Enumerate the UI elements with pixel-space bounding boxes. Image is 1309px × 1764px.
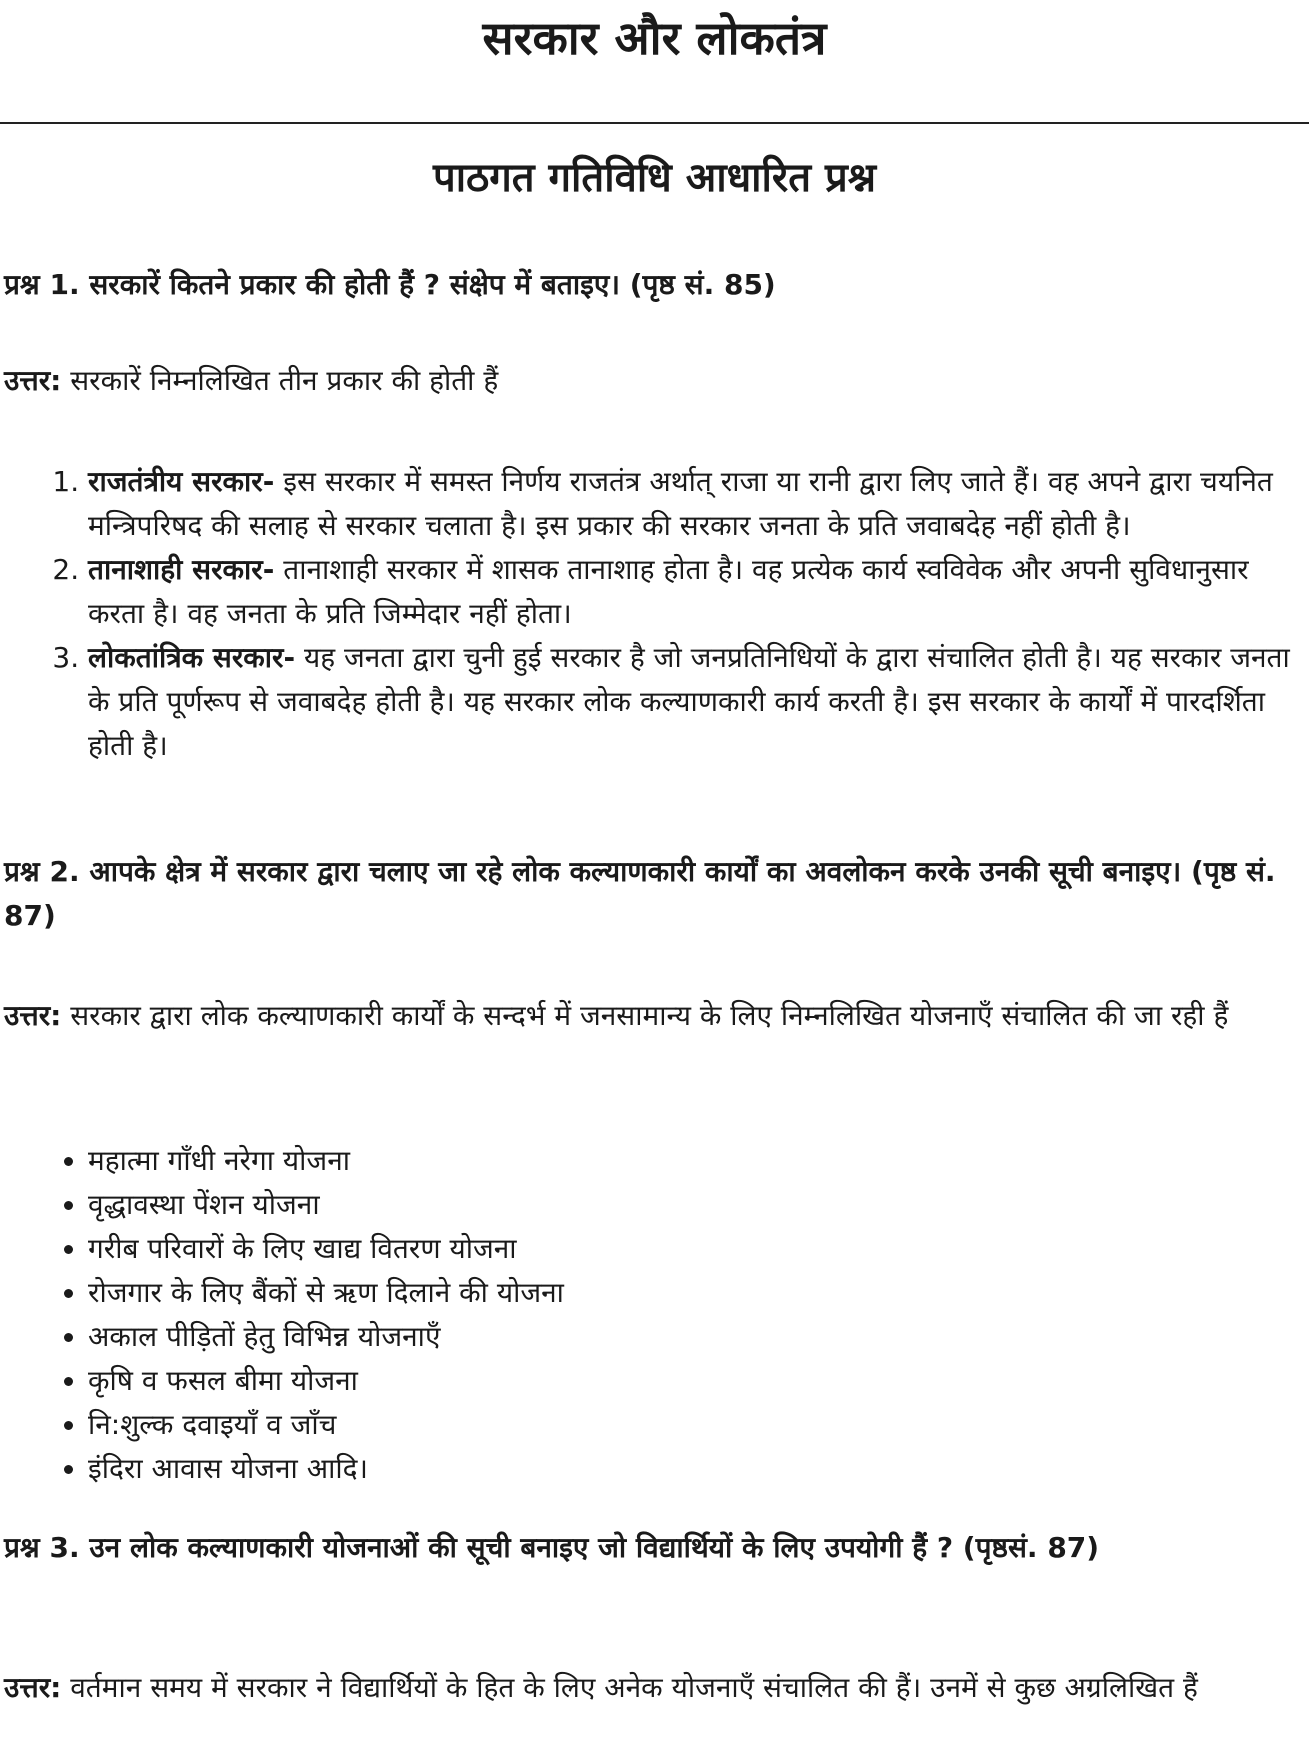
answer-2 <box>4 994 1300 1038</box>
list-item-text: इस सरकार में समस्त निर्णय राजतंत्र अर्थात् राजा या रानी द्वारा लिए जाते हैं। वह अपने द्वारा चयनित मन्त्रिपरिषद की सलाह से सरकार चलाता है। इस प्रकार की सरकार जनता के प्रति जवाबदेह नहीं होती है। <box>88 465 1273 542</box>
question-3: प्रश्न 3. उन लोक कल्याणकारी योजनाओं की सूची बनाइए जो विद्यार्थियों के लिए उपयोगी हैं ? (पृष्ठसं. 87) <box>4 1531 1100 1564</box>
answer-2-label: उत्तर: <box>4 999 62 1032</box>
list-item-term: तानाशाही सरकार- <box>88 553 275 586</box>
list-item: • इंदिरा आवास योजना आदि। <box>88 1447 1296 1491</box>
list-item: • रोजगार के लिए बैंकों से ऋण दिलाने की योजना <box>88 1271 1296 1315</box>
list-item-term: लोकतांत्रिक सरकार- <box>88 641 296 674</box>
answer-3-label: उत्तर: <box>4 1671 62 1704</box>
list-item: • गरीब परिवारों के लिए खाद्य वितरण योजना <box>88 1227 1296 1271</box>
answer-3 <box>4 1666 1300 1710</box>
question-1: प्रश्न 1. सरकारें कितने प्रकार की होती हैं ? संक्षेप में बताइए। (पृष्ठ सं. 85) <box>4 268 776 301</box>
answer-3-text: वर्तमान समय में सरकार ने विद्यार्थियों के हित के लिए अनेक योजनाएँ संचालित की हैं। उनमें से कुछ अग्रलिखित हैं <box>61 1671 1198 1704</box>
list-item: • नि:शुल्क दवाइयाँ व जाँच <box>88 1403 1296 1447</box>
page-title: सरकार और लोकतंत्र <box>482 11 827 65</box>
answer-1-text: सरकारें निम्नलिखित तीन प्रकार की होती हैं <box>61 364 499 397</box>
welfare-schemes-list <box>4 1139 1296 1491</box>
list-item-text: तानाशाही सरकार में शासक तानाशाह होता है। वह प्रत्येक कार्य स्वविवेक और अपनी सुविधानुसार करता है। वह जनता के प्रति जिम्मेदार नहीं होता। <box>88 553 1249 630</box>
list-item <box>88 636 1296 768</box>
list-item <box>88 460 1296 548</box>
list-item-term: राजतंत्रीय सरकार- <box>88 465 275 498</box>
list-item: • महात्मा गाँधी नरेगा योजना <box>88 1139 1296 1183</box>
list-item: • अकाल पीड़ितों हेतु विभिन्न योजनाएँ <box>88 1315 1296 1359</box>
government-types-list <box>4 460 1296 768</box>
list-item: • वृद्धावस्था पेंशन योजना <box>88 1183 1296 1227</box>
answer-1-label: उत्तर: <box>4 364 62 397</box>
list-item: • कृषि व फसल बीमा योजना <box>88 1359 1296 1403</box>
list-item <box>88 548 1296 636</box>
question-2: प्रश्न 2. आपके क्षेत्र में सरकार द्वारा चलाए जा रहे लोक कल्याणकारी कार्यों का अवलोकन करके उनकी सूची बनाइए। (पृष्ठ सं. 87) <box>4 855 1276 932</box>
answer-1 <box>4 359 1300 403</box>
list-item-text: यह जनता द्वारा चुनी हुई सरकार है जो जनप्रतिनिधियों के द्वारा संचालित होती है। यह सरकार जनता के प्रति पूर्णरूप से जवाबदेह होती है। यह सरकार लोक कल्याणकारी कार्य करती है। इस सरकार के कार्यों में पारदर्शिता होती है। <box>88 641 1290 762</box>
section-title: पाठगत गतिविधि आधारित प्रश्न <box>432 155 877 201</box>
answer-2-text: सरकार द्वारा लोक कल्याणकारी कार्यों के सन्दर्भ में जनसामान्य के लिए निम्नलिखित योजनाएँ संचालित की जा रही हैं <box>61 999 1229 1032</box>
title-divider <box>0 122 1309 124</box>
